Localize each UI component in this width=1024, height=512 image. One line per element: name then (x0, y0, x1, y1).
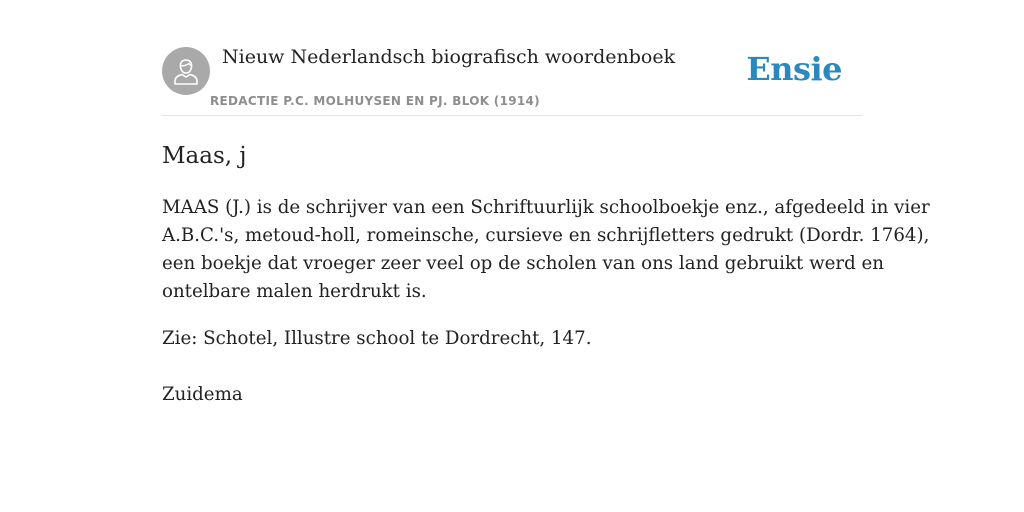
entry-body-line: MAAS (J.) is de schrijver van een Schriftuurlijk schoolboekje enz., afgedeeld in vier (162, 197, 930, 218)
entry-title: Maas, j (162, 143, 247, 169)
source-title[interactable]: Nieuw Nederlandsch biografisch woordenboek (222, 46, 676, 68)
source-subtitle: REDACTIE P.C. MOLHUYSEN EN PJ. BLOK (1914) (210, 94, 540, 108)
entry-reference: Zie: Schotel, Illustre school te Dordrecht, 147. (162, 328, 592, 349)
entry-body-line: een boekje dat vroeger zeer veel op de scholen van ons land gebruikt werd en (162, 253, 885, 274)
source-header (162, 40, 862, 116)
entry-body-line: A.B.C.'s, metoud-holl, romeinsche, cursieve en schrijfletters gedrukt (Dordr. 1764), (162, 225, 930, 246)
source-avatar[interactable] (162, 47, 210, 95)
entry-body-line: ontelbare malen herdrukt is. (162, 281, 427, 302)
user-icon (173, 57, 199, 85)
entry-body (162, 194, 930, 306)
entry-author: Zuidema (162, 384, 243, 405)
article-container (162, 40, 930, 409)
ensie-logo[interactable]: Ensie (746, 50, 842, 88)
